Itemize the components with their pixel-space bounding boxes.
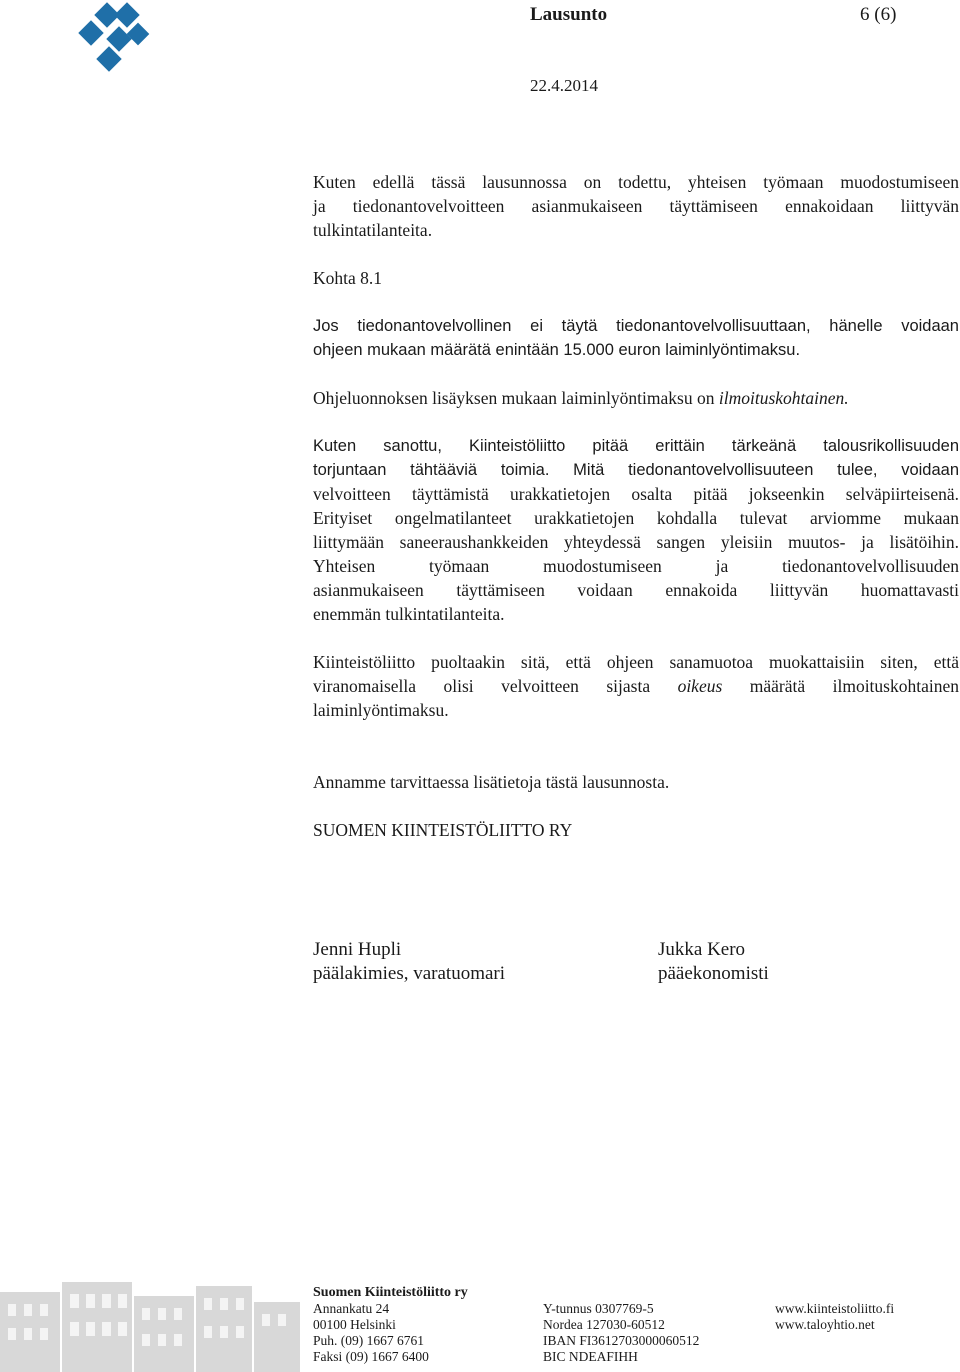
text-line: ja tiedonantovelvoitteen asianmukaiseen täyttämiseen ennakoidaan liittyvän bbox=[313, 196, 959, 216]
footer-line: Puh. (09) 1667 6761 bbox=[313, 1333, 424, 1348]
text-line: Yhteisen työmaan muodostumiseen ja tiedonantovelvollisuuden bbox=[313, 556, 959, 576]
text-line: asianmukaiseen täyttämiseen voidaan ennakoida liittyvän huomattavasti bbox=[313, 580, 959, 600]
footer-address bbox=[313, 1285, 468, 1365]
text-line: ohjeen mukaan määrätä enintään 15.000 euron laiminlyöntimaksu. bbox=[313, 341, 801, 359]
signer-name: Jukka Kero bbox=[658, 939, 746, 960]
signer-name: Jenni Hupli bbox=[313, 939, 402, 960]
footer-line: Y-tunnus 0307769-5 bbox=[543, 1301, 654, 1316]
section-heading: Kohta 8.1 bbox=[313, 268, 383, 288]
closing-sentence: Annamme tarvittaessa lisätietoja tästä lausunnosta. bbox=[313, 772, 670, 792]
footer-line: 00100 Helsinki bbox=[313, 1317, 396, 1332]
paragraph-penalty bbox=[313, 314, 959, 362]
signature-block-1 bbox=[313, 938, 505, 986]
text-line: velvoitteen täyttämistä urakkatietojen osalta pitää jokseenkin selväpiirteisenä. bbox=[313, 484, 959, 504]
footer-org-name: Suomen Kiinteistöliitto ry bbox=[313, 1285, 468, 1300]
signer-title: päälakimies, varatuomari bbox=[313, 963, 506, 984]
signature-block-2 bbox=[658, 938, 769, 986]
paragraph-proposal bbox=[313, 650, 959, 722]
page-number: 6 (6) bbox=[860, 4, 897, 25]
text-line: Kuten sanottu, Kiinteistöliitto pitää erittäin tärkeänä talousrikollisuuden bbox=[313, 437, 959, 455]
italic-term: oikeus bbox=[677, 676, 723, 696]
text-line: Kuten edellä tässä lausunnossa on todettu, yhteisen työmaan muodostumiseen bbox=[313, 172, 959, 192]
text-span: viranomaisella olisi velvoitteen sijasta bbox=[313, 676, 678, 696]
paragraph-addition bbox=[313, 386, 959, 410]
text-line: laiminlyöntimaksu. bbox=[313, 700, 449, 720]
text-line: Erityiset ongelmatilanteet urakkatietojen kohdalla tulevat arviomme mukaan bbox=[313, 508, 959, 528]
text-line: liittymään saneeraushankkeiden yhteydessä sangen yleisiin muutos- ja lisätöihin. bbox=[313, 532, 959, 552]
footer-websites bbox=[775, 1301, 894, 1333]
text-line: enemmän tulkintatilanteita. bbox=[313, 604, 505, 624]
footer-line: BIC NDEAFIHH bbox=[543, 1349, 638, 1364]
text-line: tulkintatilanteita. bbox=[313, 220, 433, 240]
paragraph-statement bbox=[313, 434, 959, 626]
footer-line: Nordea 127030-60512 bbox=[543, 1317, 665, 1332]
document-date: 22.4.2014 bbox=[530, 76, 598, 95]
paragraph-intro bbox=[313, 170, 959, 242]
text-line: Kiinteistöliitto puoltaakin sitä, että ohjeen sanamuotoa muokattaisiin siten, että bbox=[313, 652, 959, 672]
kiinteistoliitto-logo bbox=[78, 2, 154, 74]
footer-bank-info bbox=[543, 1301, 699, 1365]
footer-line: Annankatu 24 bbox=[313, 1301, 390, 1316]
organization-name: SUOMEN KIINTEISTÖLIITTO RY bbox=[313, 820, 573, 840]
text-span: Ohjeluonnoksen lisäyksen mukaan laiminlyöntimaksu on bbox=[313, 388, 719, 408]
website-link[interactable]: www.taloyhtio.net bbox=[775, 1317, 875, 1332]
building-facade-image bbox=[0, 1282, 300, 1372]
website-link[interactable]: www.kiinteistoliitto.fi bbox=[775, 1301, 895, 1316]
italic-term: ilmoituskohtainen. bbox=[718, 388, 849, 408]
text-span: määrätä ilmoituskohtainen bbox=[722, 676, 959, 696]
footer-line: IBAN FI3612703000060512 bbox=[543, 1333, 700, 1348]
text-line: Jos tiedonantovelvollinen ei täytä tiedonantovelvollisuuttaan, hänelle voidaan bbox=[313, 317, 959, 335]
text-line: torjuntaan tähtääviä toimia. Mitä tiedonantovelvollisuuteen tulee, voidaan bbox=[313, 461, 959, 479]
footer-line: Faksi (09) 1667 6400 bbox=[313, 1349, 429, 1364]
document-type: Lausunto bbox=[530, 4, 608, 25]
signer-title: pääekonomisti bbox=[658, 963, 769, 984]
